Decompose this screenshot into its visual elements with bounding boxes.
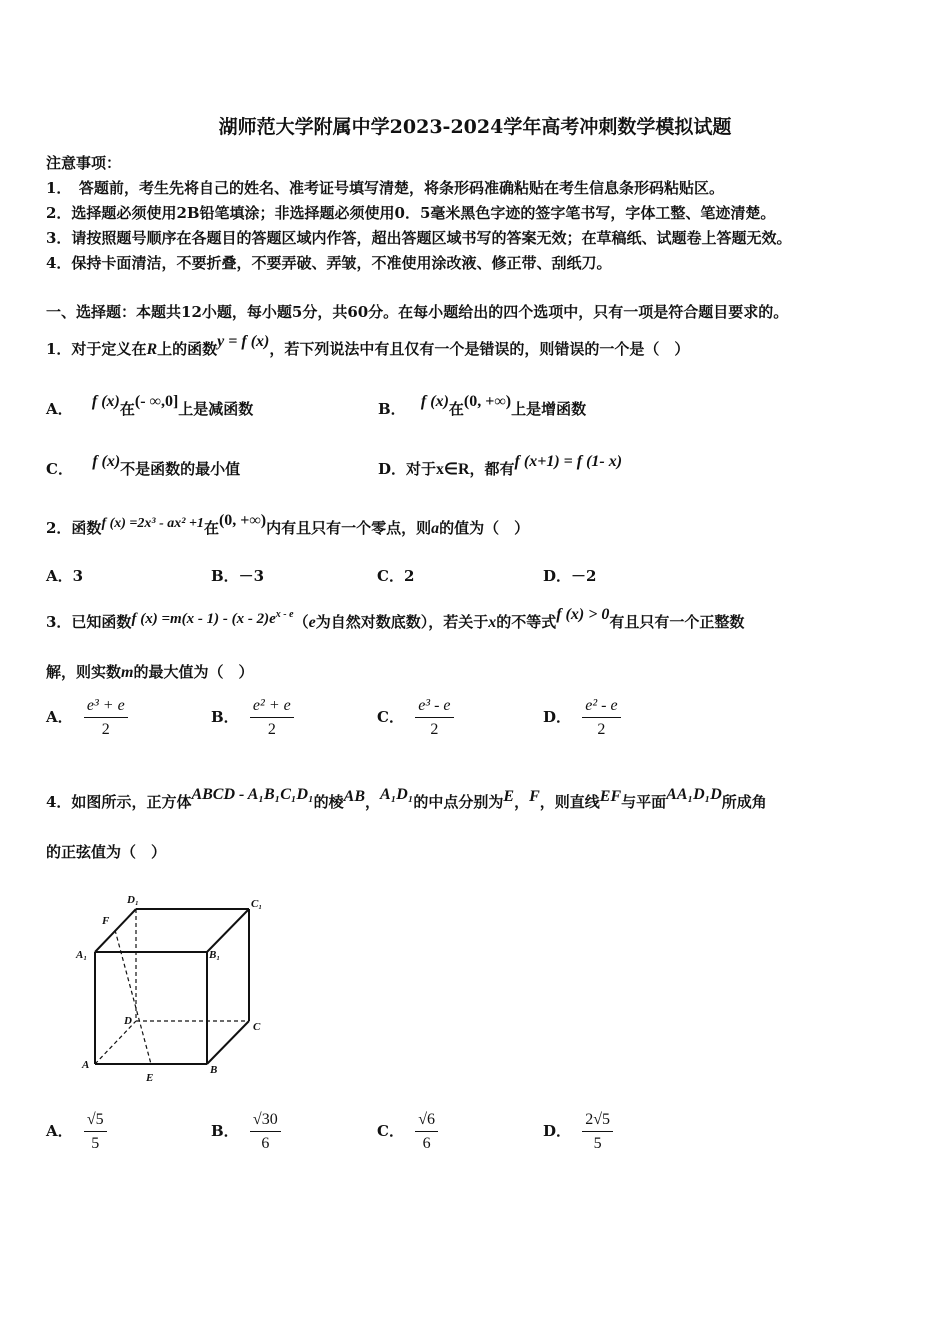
q1-option-c-func: f (x) bbox=[92, 453, 121, 470]
q3-math-inequality: f (x) > 0 bbox=[556, 606, 610, 623]
q3-option-b-label: B． bbox=[211, 708, 239, 726]
q1-option-d-math-2: f (x+1) = f (1- x) bbox=[514, 453, 623, 470]
notice-heading: 注意事项： bbox=[46, 154, 122, 172]
label-a1: A₁ bbox=[76, 949, 88, 961]
q2-math-interval: (0, +∞) bbox=[218, 512, 267, 529]
q4-math-plane: AA₁D₁D bbox=[666, 786, 722, 803]
label-b1: B₁ bbox=[209, 949, 221, 961]
q1-option-b[interactable] bbox=[378, 393, 587, 419]
q1-option-d-label: D． bbox=[378, 460, 407, 478]
q4-option-a-denominator: 5 bbox=[91, 1135, 100, 1152]
q3-option-d-label: D． bbox=[543, 708, 572, 726]
q3-option-b[interactable] bbox=[211, 697, 294, 739]
q2-text-4: 的值为（ ） bbox=[439, 519, 530, 537]
q3-math-m: m bbox=[121, 664, 134, 681]
question-4-stem bbox=[46, 786, 767, 812]
q3-line2-text-1: 解，则实数 bbox=[46, 663, 122, 681]
q1-option-a-text-2: 上是减函数 bbox=[178, 400, 254, 418]
notice-item-3: 3．请按照题号顺序在各题目的答题区域内作答，超出答题区域书写的答案无效；在草稿纸、试题卷上答题无效。 bbox=[46, 229, 792, 247]
q3-option-a-fraction bbox=[84, 697, 128, 739]
q4-option-c-fraction bbox=[415, 1111, 438, 1153]
q4-option-a-numerator: √5 bbox=[84, 1111, 107, 1132]
q1-option-d-text-2: ，都有 bbox=[469, 460, 515, 478]
q1-option-b-text-1: 在 bbox=[448, 400, 464, 418]
q1-option-c-text: 不是函数的最小值 bbox=[120, 460, 241, 478]
q1-option-d-math-1: x∈R bbox=[436, 461, 470, 478]
q4-math-cube: ABCD - A₁B₁C₁D₁ bbox=[191, 786, 314, 803]
label-d1: D₁ bbox=[127, 894, 139, 906]
q3-math-e: e bbox=[308, 614, 316, 631]
q4-option-d-numerator: 2√5 bbox=[582, 1111, 613, 1132]
page-title: 湖师范大学附属中学2023-2024学年高考冲刺数学模拟试题 bbox=[218, 116, 732, 138]
q4-text-1: 4．如图所示，正方体 bbox=[46, 793, 192, 811]
q4-text-2: 的棱 bbox=[313, 793, 344, 811]
q3-option-c[interactable] bbox=[377, 697, 454, 739]
q3-math-function-base: f (x) =m(x - 1) - (x - 2)e bbox=[131, 611, 276, 627]
q4-option-a-fraction bbox=[84, 1111, 107, 1153]
q3-option-a-numerator: e³ + e bbox=[84, 697, 128, 718]
q1-math-function: y = f (x) bbox=[217, 333, 270, 350]
edge-b1c1 bbox=[207, 909, 249, 952]
q4-math-a1d1: A₁D₁ bbox=[380, 786, 414, 803]
q1-option-b-text-2: 上是增函数 bbox=[511, 400, 587, 418]
q1-option-a[interactable] bbox=[46, 393, 254, 419]
q4-text-5: ， bbox=[514, 793, 530, 811]
q2-option-c[interactable]: C．2 bbox=[377, 567, 415, 585]
q2-text-1: 2．函数 bbox=[46, 519, 102, 537]
label-c: C bbox=[253, 1021, 261, 1033]
q4-text-6: ，则直线 bbox=[539, 793, 600, 811]
q4-option-b-denominator: 6 bbox=[261, 1135, 270, 1152]
question-3-stem bbox=[46, 606, 745, 632]
q3-option-b-numerator: e² + e bbox=[250, 697, 294, 718]
q4-option-d-label: D． bbox=[543, 1122, 572, 1140]
q1-math-r: R bbox=[146, 341, 158, 358]
label-d: D bbox=[124, 1015, 132, 1027]
notice-item-2: 2．选择题必须使用2B铅笔填涂；非选择题必须使用0．5毫米黑色字迹的签字笔书写，字体工整、笔迹清楚。 bbox=[46, 204, 776, 222]
q3-option-d-fraction bbox=[582, 697, 620, 739]
q2-text-2: 在 bbox=[203, 519, 219, 537]
q1-option-a-label: A． bbox=[46, 400, 73, 418]
label-f: F bbox=[102, 915, 110, 927]
q4-option-b[interactable] bbox=[211, 1111, 281, 1153]
q1-option-b-label: B． bbox=[378, 400, 406, 418]
q3-option-a-denominator: 2 bbox=[101, 721, 110, 738]
q4-option-d-denominator: 5 bbox=[593, 1135, 602, 1152]
q3-option-a-label: A． bbox=[46, 708, 73, 726]
question-2-stem bbox=[46, 512, 530, 538]
q4-text-3: ， bbox=[365, 793, 381, 811]
notice-item-1: 1． 答题前，考生先将自己的姓名、准考证号填写清楚，将条形码准确粘贴在考生信息条形码粘贴区。 bbox=[46, 179, 724, 197]
q1-option-d[interactable] bbox=[378, 453, 623, 479]
label-a: A bbox=[82, 1059, 90, 1071]
q3-line2-text-2: 的最大值为（ ） bbox=[133, 663, 254, 681]
q4-text-8: 所成角 bbox=[721, 793, 767, 811]
q3-option-d[interactable] bbox=[543, 697, 621, 739]
q4-text-4: 的中点分别为 bbox=[413, 793, 504, 811]
label-b: B bbox=[210, 1064, 218, 1076]
cube-figure bbox=[70, 888, 280, 1088]
q3-text-1: 3．已知函数 bbox=[46, 613, 132, 631]
q2-math-a: a bbox=[431, 520, 440, 537]
q4-option-d[interactable] bbox=[543, 1111, 613, 1153]
q2-option-d[interactable]: D．－2 bbox=[543, 567, 597, 585]
q1-option-a-text-1: 在 bbox=[119, 400, 135, 418]
q1-option-b-interval: (0, +∞) bbox=[463, 393, 512, 410]
q2-option-b[interactable]: B．－3 bbox=[211, 567, 265, 585]
hidden-edge-ad bbox=[95, 1021, 136, 1064]
q1-option-d-text-1: 对于 bbox=[406, 460, 437, 478]
q4-math-ab: AB bbox=[343, 788, 365, 805]
q3-text-4: 的不等式 bbox=[496, 613, 557, 631]
question-3-stem-line-2 bbox=[46, 661, 253, 682]
q4-math-e: E bbox=[503, 788, 515, 805]
q4-option-c-label: C． bbox=[377, 1122, 404, 1140]
q4-option-d-fraction bbox=[582, 1111, 613, 1153]
q4-math-f: F bbox=[529, 788, 540, 805]
q4-option-b-label: B． bbox=[211, 1122, 239, 1140]
q3-text-3: 为自然对数底数），若关于 bbox=[315, 613, 489, 631]
q4-option-a[interactable] bbox=[46, 1111, 107, 1153]
q3-option-b-fraction bbox=[250, 697, 294, 739]
q3-option-c-denominator: 2 bbox=[430, 721, 439, 738]
edge-bc bbox=[207, 1021, 249, 1064]
notice-item-4: 4．保持卡面清洁，不要折叠，不要弄破、弄皱，不准使用涂改液、修正带、刮纸刀。 bbox=[46, 254, 612, 272]
question-1-stem bbox=[46, 333, 690, 359]
q3-math-function-exponent: x - e bbox=[275, 609, 294, 620]
q1-option-c[interactable] bbox=[46, 453, 241, 479]
q3-math-x: x bbox=[488, 614, 497, 631]
q3-text-5: 有且只有一个正整数 bbox=[609, 613, 745, 631]
q4-text-7: 与平面 bbox=[621, 793, 667, 811]
segment-ef bbox=[115, 930, 151, 1064]
q3-option-c-label: C． bbox=[377, 708, 404, 726]
q3-option-c-numerator: e³ - e bbox=[415, 697, 453, 718]
q3-text-2: （ bbox=[293, 613, 309, 631]
q3-math-function bbox=[131, 611, 293, 627]
q1-text-1: 1．对于定义在 bbox=[46, 340, 147, 358]
section-heading: 一、选择题：本题共12小题，每小题5分，共60分。在每小题给出的四个选项中，只有一项是符合题目要求的。 bbox=[46, 303, 789, 321]
q3-option-d-denominator: 2 bbox=[597, 721, 606, 738]
q1-text-2: 上的函数 bbox=[157, 340, 218, 358]
q1-text-3: ，若下列说法中有且仅有一个是错误的，则错误的一个是（ ） bbox=[269, 340, 690, 358]
q1-option-a-func: f (x) bbox=[91, 393, 120, 410]
q4-option-c[interactable] bbox=[377, 1111, 438, 1153]
q2-option-a[interactable]: A．3 bbox=[46, 567, 84, 585]
q1-option-b-func: f (x) bbox=[420, 393, 449, 410]
q1-option-a-interval: (- ∞,0] bbox=[134, 393, 179, 410]
q4-option-b-fraction bbox=[250, 1111, 281, 1153]
q3-option-c-fraction bbox=[415, 697, 453, 739]
q4-math-ef: EF bbox=[599, 788, 622, 805]
q3-option-d-numerator: e² - e bbox=[582, 697, 620, 718]
q1-option-c-label: C． bbox=[46, 460, 73, 478]
q4-option-b-numerator: √30 bbox=[250, 1111, 281, 1132]
question-4-stem-line-2: 的正弦值为（ ） bbox=[46, 843, 167, 861]
q4-option-c-denominator: 6 bbox=[422, 1135, 431, 1152]
label-e: E bbox=[146, 1072, 154, 1084]
label-c1: C₁ bbox=[251, 898, 263, 910]
q2-text-3: 内有且只有一个零点，则 bbox=[266, 519, 432, 537]
q3-option-b-denominator: 2 bbox=[267, 721, 276, 738]
q4-option-c-numerator: √6 bbox=[415, 1111, 438, 1132]
q4-option-a-label: A． bbox=[46, 1122, 73, 1140]
q2-math-function: f (x) =2x³ - ax² +1 bbox=[101, 516, 204, 531]
q3-option-a[interactable] bbox=[46, 697, 128, 739]
